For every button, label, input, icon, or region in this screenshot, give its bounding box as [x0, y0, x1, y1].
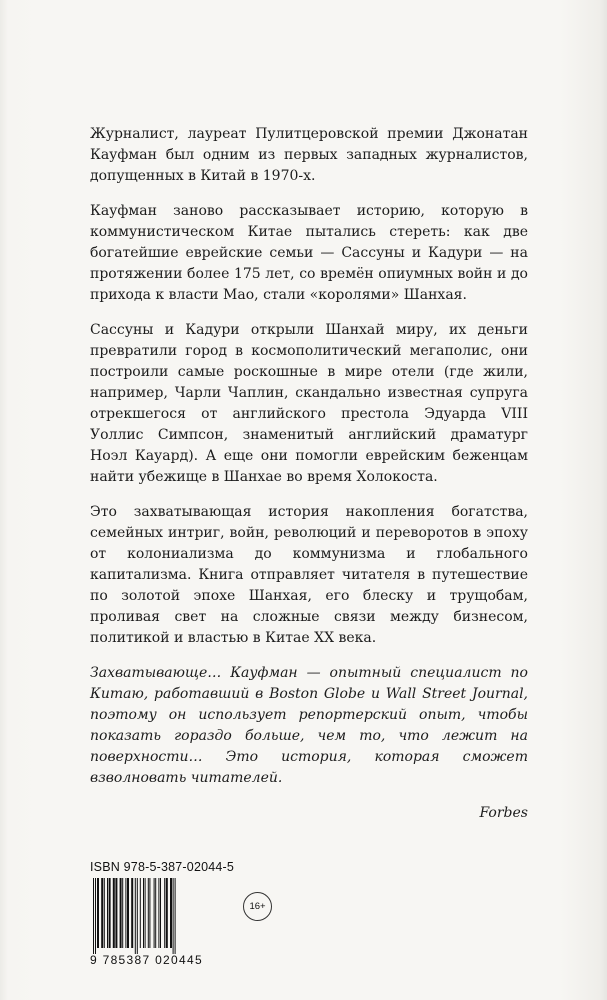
barcode-bar	[131, 878, 133, 948]
barcode-guard-bar	[95, 878, 96, 954]
review-quote: Захватывающе… Кауфман — опытный специалист по Китаю, работавший в Boston Globe и Wall Street Journal, поэтому он использует репортерский опыт, чтобы показать гораздо больше, чем то, что лежит на поверхности… Это история, которая сможет взволновать читателей.	[90, 665, 528, 786]
barcode-bar	[148, 878, 149, 948]
barcode-bar	[122, 878, 123, 948]
barcode-bar	[109, 878, 111, 948]
barcode-bar	[158, 878, 159, 948]
review-source: Forbes	[479, 805, 528, 821]
barcode-bar	[127, 878, 129, 948]
barcode-bar	[164, 878, 165, 948]
barcode-bar	[154, 878, 155, 948]
barcode-bar	[143, 878, 144, 948]
barcode-bar	[120, 878, 122, 948]
barcode-block	[90, 860, 240, 968]
barcode-bar	[113, 878, 115, 948]
barcode-bar	[125, 878, 126, 948]
age-rating-badge: 16+	[243, 892, 272, 921]
barcode-digits: 9 785387 020445	[90, 953, 203, 967]
barcode-bar	[170, 878, 172, 948]
paragraph-shanghai: Сассуны и Кадури открыли Шанхай миру, их деньги превратили город в космополитический мегаполис, они построили самые роскошные в мире отели (где жили, например, Чарли Чаплин, скандально известная супруга отрекшегося от английского престола Эдуарда VIII Уоллис Симпсон, знаменитый английский драматург Ноэл Кауард). А еще они помогли еврейским беженцам найти убежище в Шанхае во время Холокоста.	[90, 322, 528, 485]
barcode-bar	[104, 878, 105, 948]
barcode-bar	[149, 878, 150, 948]
annotation-text	[90, 124, 528, 824]
paragraph-summary: Это захватывающая история накопления богатства, семейных интриг, войн, революций и переворотов в эпоху от колониализма до коммунизма и глобального капитализма. Книга отправляет читателя в путешествие по золотой эпохе Шанхая, его блеску и трущобам, проливая свет на сложные связи между бизнесом, политикой и властью в Китае XX века.	[90, 504, 528, 646]
barcode-bar	[97, 878, 99, 948]
barcode-guard-bar	[137, 878, 138, 954]
barcode-bar	[166, 878, 168, 948]
isbn-label: ISBN 978-5-387-02044-5	[90, 860, 235, 874]
barcode-guard-bar	[173, 878, 174, 954]
barcode-bar	[160, 878, 161, 948]
barcode-bar	[155, 878, 156, 948]
barcode-bar	[145, 878, 146, 948]
paragraph-author: Журналист, лауреат Пулитцеровской премии Джонатан Кауфман был одним из первых западных журналистов, допущенных в Китай в 1970-х.	[90, 126, 528, 184]
barcode-bar	[107, 878, 108, 948]
paragraph-story: Кауфман заново рассказывает историю, которую в коммунистическом Китае пытались стереть: как две богатейшие еврейские семьи — Сассуны и Кадури — на протяжении более 175 лет, со времён опиумных войн и до прихода к власти Мао, стали «королями» Шанхая.	[90, 203, 528, 303]
barcode-guard-bar	[135, 878, 136, 954]
barcode-guard-bar	[175, 878, 176, 954]
barcode-bar	[140, 878, 141, 948]
barcode-bar	[115, 878, 117, 948]
barcode-image	[90, 878, 225, 954]
barcode-guard-bar	[93, 878, 94, 954]
barcode-bar	[101, 878, 103, 948]
